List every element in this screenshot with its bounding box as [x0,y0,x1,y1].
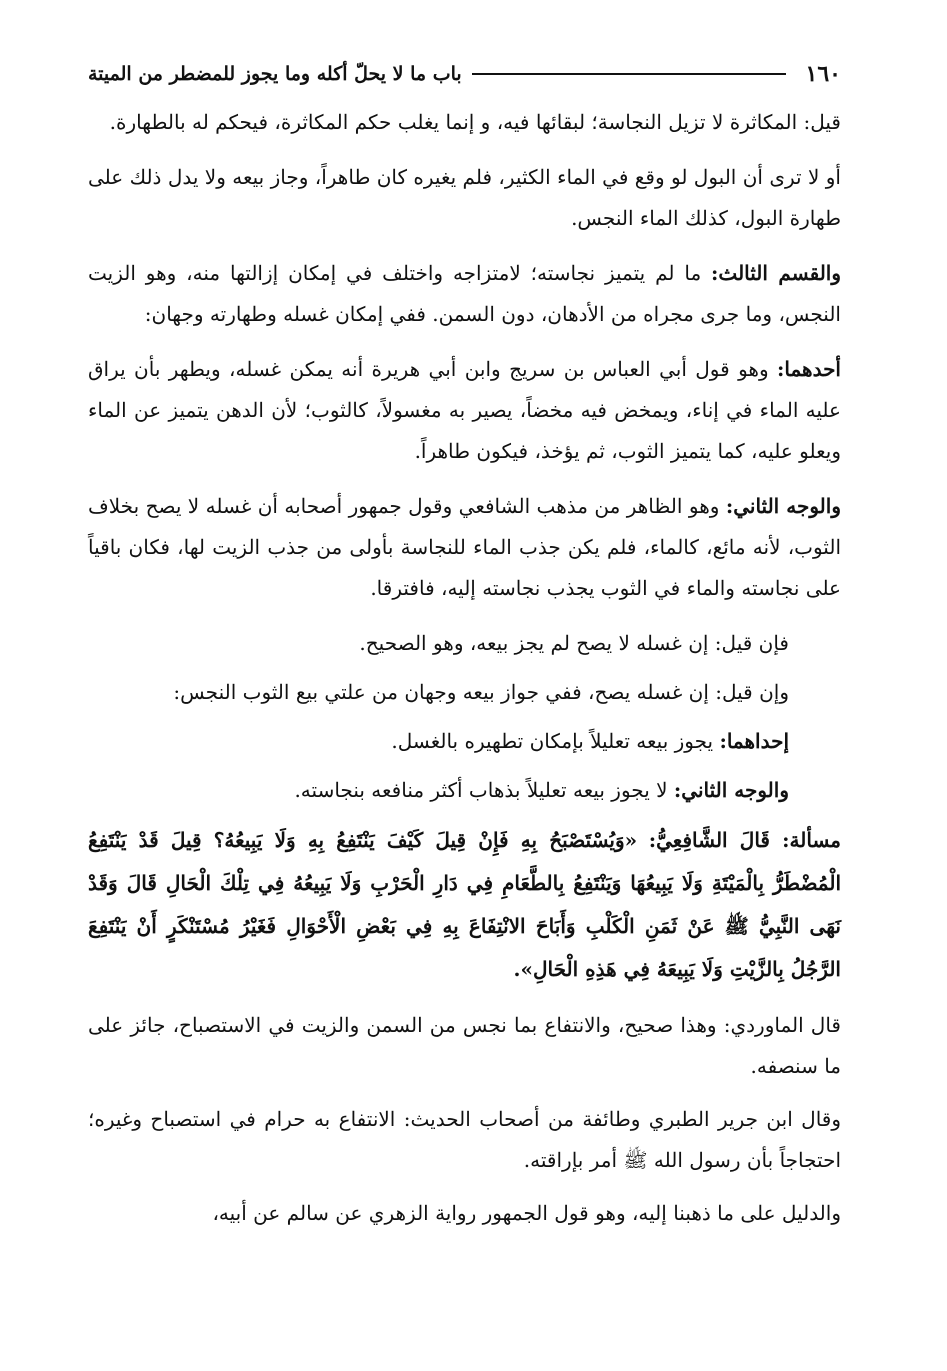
paragraph-text: وهو الظاهر من مذهب الشافعي وقول جمهور أصحابه أن غسله لا يصح بخلاف الثوب، لأنه مائع، كالماء، فلم يكن جذب الماء للنجاسة بأولى من جذب الزيت لها، فكان باقياً على نجاسته والماء في الثوب يجذب نجاسته إليه، فافترقا. [88,494,841,600]
header-rule [472,73,786,75]
paragraph [88,1193,841,1234]
paragraph-text: أو لا ترى أن البول لو وقع في الماء الكثير، فلم يغيره كان طاهراً، وجاز بيعه ولا يدل ذلك على طهارة البول، كذلك الماء النجس. [88,165,841,230]
running-header [88,56,841,92]
paragraph-text: وهو قول أبي العباس بن سريج وابن أبي هريرة أنه يمكن غسله، ويطهر بأن يراق عليه الماء في إناء، ويمخض فيه مخضاً، يصير به مغسولاً، كالثوب؛ لأن الدهن يتميز عن الماء ويعلو عليه، كما يتميز الثوب، ثم يؤخذ، فيكون طاهراً. [88,357,841,463]
page [88,56,841,1331]
masala-paragraph [88,819,841,991]
body-text [88,102,841,1234]
paragraph [88,102,841,143]
short-line [88,672,789,713]
short-line [88,623,789,664]
short-line-text: يجوز بيعه تعليلاً بإمكان تطهيره بالغسل. [391,729,714,753]
paragraph-text: وقال ابن جرير الطبري وطائفة من أصحاب الحديث: الانتفاع به حرام في استصباح وغيره؛ احتجاجاً بأن رسول الله ﷺ أمر بإراقته. [88,1107,842,1172]
paragraph-lead: والقسم الثالث: [711,261,841,285]
short-line-lead: إحداهما: [719,729,789,753]
short-line-text: وإن قيل: إن غسله يصح، ففي جواز بيعه وجهان من علتي بيع الثوب النجس: [173,680,789,704]
paragraph-lead: والوجه الثاني: [725,494,841,518]
masala-quote: «وَيُسْتَصْبَحُ بِهِ فَإِنْ قِيلَ كَيْفَ يَنْتَفِعُ بِهِ وَلَا يَبِيعُهُ؟ قِيلَ قَدْ يَنْتَفِعُ الْمُضْطَرُّ بِالْمَيْتَةِ وَلَا يَبِيعُهَا وَيَنْتَفِعُ بِالطَّعَامِ فِي دَارِ الْحَرْبِ وَلَا يَبِيعُهُ فِي تِلْكَ الْحَالِ قَالَ وَقَدْ نَهَى النَّبِيُّ ﷺ عَنْ ثَمَنِ الْكَلْبِ وَأَبَاحَ الانْتِفَاعَ بِهِ فِي بَعْضِ الْأَحْوَالِ فَغَيْرُ مُسْتَنْكَرٍ أَنْ يَنْتَفِعَ الرَّجُلُ بِالزَّيْتِ وَلَا يَبِيعَهُ فِي هَذِهِ الْحَالِ». [88,828,841,981]
paragraph [88,253,841,335]
paragraph-text: ما لم يتميز نجاسته؛ لامتزاجه واختلف في إمكان إزالتها منه، وهو الزيت النجس، وما جرى مجراه من الأدهان، دون السمن. ففي إمكان غسله وطهارته وجهان: [88,261,841,326]
paragraph-lead: أحدهما: [776,357,841,381]
short-line [88,721,789,762]
paragraph-text: قال الماوردي: وهذا صحيح، والانتفاع بما نجس من السمن والزيت في الاستصباح، جائز على ما سنصفه. [88,1013,841,1078]
paragraph [88,1005,841,1087]
paragraph [88,486,841,609]
paragraph-text: والدليل على ما ذهبنا إليه، وهو قول الجمهور رواية الزهري عن سالم عن أبيه، [212,1201,841,1225]
paragraph [88,157,841,239]
chapter-title: باب ما لا يحلّ أكله وما يجوز للمضطر من الميتة [88,63,462,85]
paragraph [88,349,841,472]
page-number: ١٦٠ [805,61,841,87]
short-line-lead: والوجه الثاني: [673,778,789,802]
short-line [88,770,789,811]
paragraph [88,1099,841,1181]
short-line-text: فإن قيل: إن غسله لا يصح لم يجز بيعه، وهو الصحيح. [359,631,789,655]
masala-lead: مسألة: قَالَ الشَّافِعِيُّ: [648,828,842,852]
paragraph-text: قيل: المكاثرة لا تزيل النجاسة؛ لبقائها فيه، و إنما يغلب حكم المكاثرة، فيحكم له بالطهارة. [109,110,841,134]
short-line-text: لا يجوز بيعه تعليلاً بذهاب أكثر منافعه بنجاسته. [294,778,668,802]
